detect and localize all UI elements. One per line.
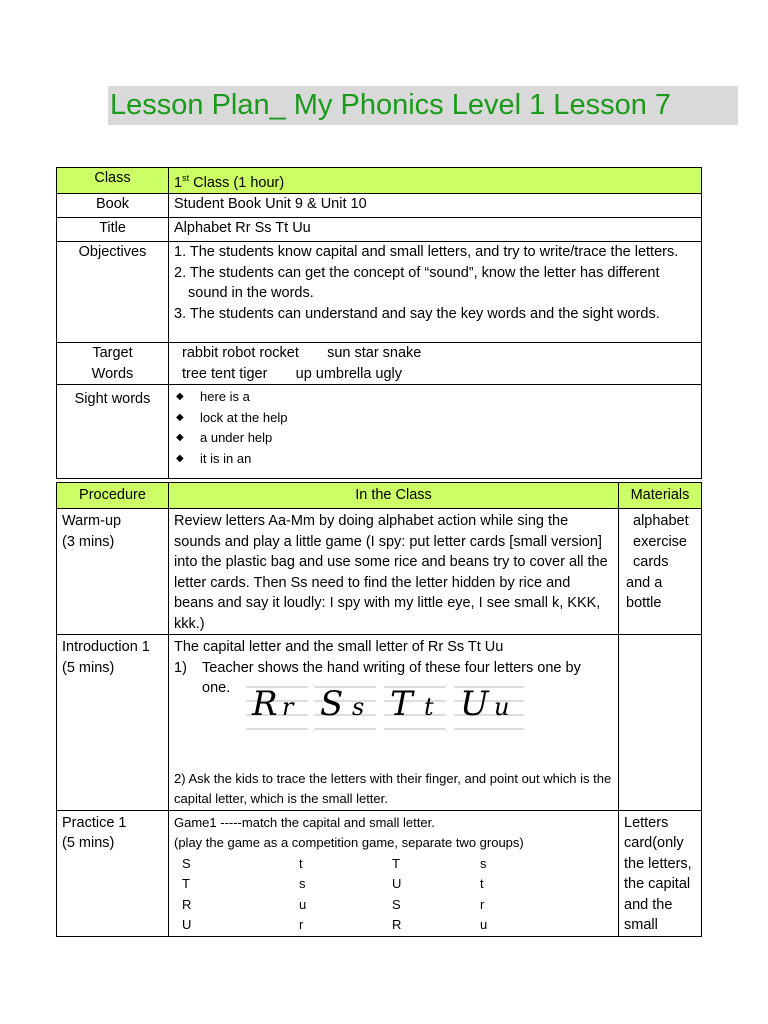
handwriting-letters xyxy=(174,683,613,763)
pair-cell: T xyxy=(182,876,190,891)
objective-item: 2. The students can get the concept of “sound”, know the letter has different sound in the words. xyxy=(174,264,660,302)
pair-cell: r xyxy=(299,917,304,932)
class-value: 1st Class (1 hour) xyxy=(169,168,702,194)
target-words-label: Target Words xyxy=(57,343,169,385)
book-value: Student Book Unit 9 & Unit 10 xyxy=(169,194,702,218)
procedure-table xyxy=(56,482,702,937)
diamond-bullet-icon: ◆ xyxy=(176,432,184,444)
sight-words xyxy=(169,385,702,479)
letter-t: t xyxy=(424,692,434,721)
practice-text xyxy=(169,810,619,936)
diamond-bullet-icon: ◆ xyxy=(176,411,184,423)
pair-cell: S xyxy=(392,896,401,912)
intro-step-2: 2) Ask the kids to trace the letters with their finger, and point out which is the capital letter, which is the small letter. xyxy=(174,770,612,806)
diamond-bullet-icon: ◆ xyxy=(176,452,184,464)
letter-R: R xyxy=(252,683,278,724)
practice-line: Game1 -----match the capital and small letter. xyxy=(174,814,435,830)
target-words-line: tree tent tiger up umbrella ugly xyxy=(182,365,403,382)
target-words xyxy=(169,343,702,385)
pair-cell: t xyxy=(480,876,484,891)
objective-item: 1. The students know capital and small letters, and try to write/trace the letters. xyxy=(174,244,679,261)
warmup-materials: alphabet exercise cards and a bottle xyxy=(619,509,702,635)
letter-S: S xyxy=(320,683,344,724)
book-label: Book xyxy=(57,194,169,218)
sight-word-item: ◆ here is a xyxy=(174,387,696,408)
objectives-label: Objectives xyxy=(57,242,169,343)
in-the-class-header: In the Class xyxy=(169,483,619,509)
handwriting-guide xyxy=(244,679,544,743)
letter-r: r xyxy=(282,692,294,721)
lesson-info-table xyxy=(56,167,702,479)
diamond-bullet-icon: ◆ xyxy=(176,391,184,403)
letter-s: s xyxy=(352,692,365,721)
pair-cell: S xyxy=(182,855,191,871)
warmup-label: Warm-up (3 mins) xyxy=(57,509,169,635)
materials-header: Materials xyxy=(619,483,702,509)
sight-word-item: ◆ a under help xyxy=(174,428,696,449)
sight-words-label: Sight words xyxy=(57,385,169,479)
practice-materials: Letters card(only the letters, the capital and the small xyxy=(619,810,702,936)
pair-cell: s xyxy=(480,855,487,871)
target-words-line: rabbit robot rocket sun star snake xyxy=(182,345,422,362)
pair-cell: u xyxy=(480,917,488,932)
class-label: Class xyxy=(57,168,169,194)
sight-word-item: ◆ lock at the help xyxy=(174,408,696,429)
pair-cell: u xyxy=(299,896,307,912)
warmup-text: Review letters Aa-Mm by doing alphabet action while sing the sounds and play a little game (I spy: put letter cards [small version] into the plastic bag and use some rice and beans try to cover all the letter cards. Then Ss need to find the letter hidden by rice and beans and say it loudly: I spy with my little eye, I see small k, KKK, kkk.) xyxy=(169,509,619,635)
pair-cell: r xyxy=(480,896,485,912)
objectives-list xyxy=(169,242,702,343)
pair-cell: U xyxy=(392,876,402,891)
pair-cell: R xyxy=(392,917,402,932)
introduction-materials xyxy=(619,635,702,811)
pair-cell: R xyxy=(182,896,192,912)
practice-label: Practice 1 (5 mins) xyxy=(57,810,169,936)
page-title: Lesson Plan_ My Phonics Level 1 Lesson 7 xyxy=(108,86,738,125)
introduction-label: Introduction 1 (5 mins) xyxy=(57,635,169,811)
practice-line: (play the game as a competition game, separate two groups) xyxy=(174,835,524,850)
introduction-text xyxy=(169,635,619,811)
title-value: Alphabet Rr Ss Tt Uu xyxy=(169,218,702,242)
letter-u: u xyxy=(494,692,510,721)
intro-line: The capital letter and the small letter of Rr Ss Tt Uu xyxy=(174,639,504,655)
letter-T: T xyxy=(390,683,413,724)
pair-cell: T xyxy=(392,855,400,871)
letter-U: U xyxy=(460,683,489,724)
pair-cell: U xyxy=(182,917,192,932)
pair-cell: t xyxy=(299,855,303,871)
sight-word-item: ◆ it is in an xyxy=(174,449,696,470)
objective-item: 3. The students can understand and say the key words and the sight words. xyxy=(174,305,660,322)
title-label: Title xyxy=(57,218,169,242)
pair-cell: s xyxy=(299,876,306,891)
procedure-header: Procedure xyxy=(57,483,169,509)
letter-pairs-grid xyxy=(174,854,613,936)
intro-step-1: 1) Teacher shows the hand writing of these four letters one by one. xyxy=(174,659,581,696)
